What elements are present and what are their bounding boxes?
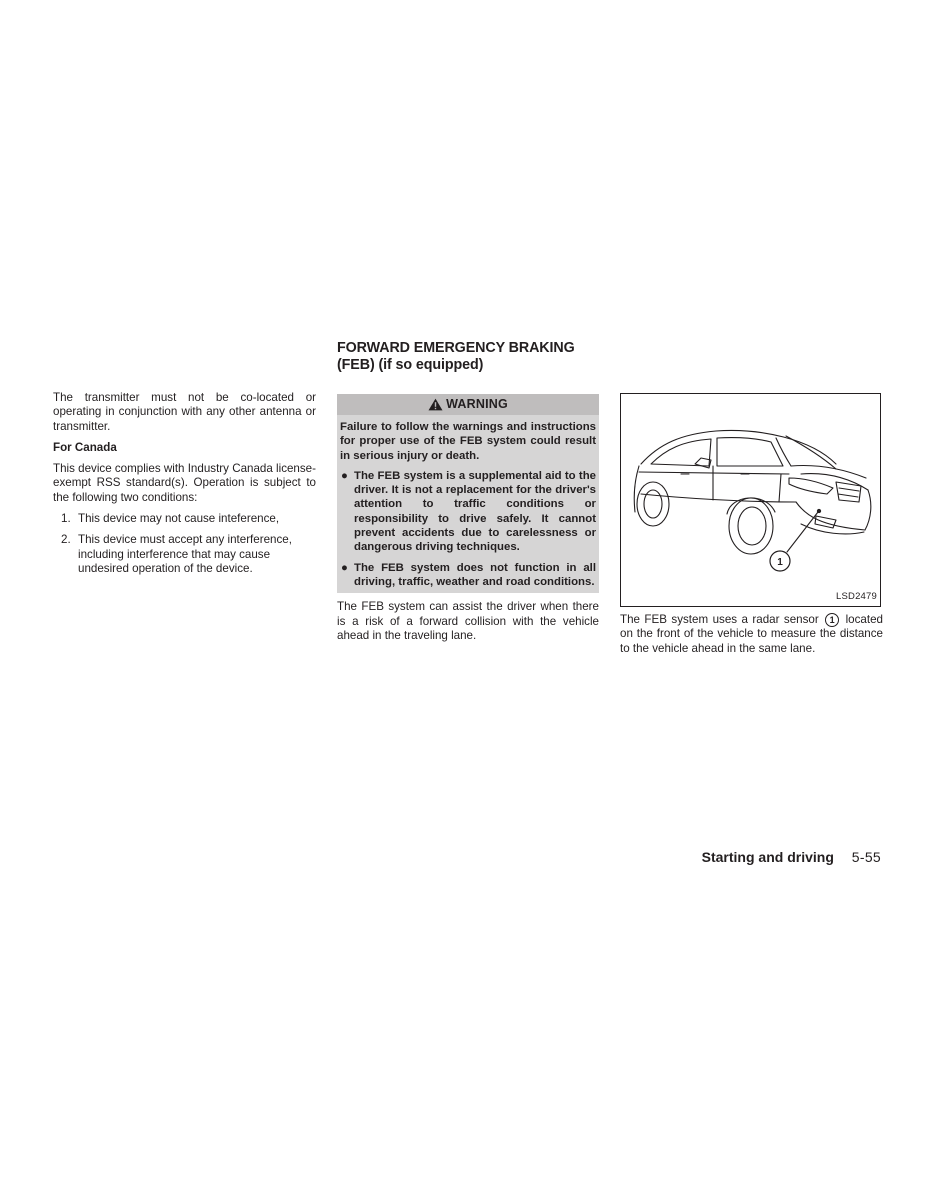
section-title	[337, 340, 599, 373]
callout-number: 1	[825, 613, 839, 627]
warning-header	[337, 394, 599, 415]
warning-triangle-icon	[428, 398, 443, 411]
left-column	[53, 391, 316, 583]
warning-label: WARNING	[446, 397, 508, 412]
list-item-number: 1.	[61, 512, 71, 526]
car-illustration	[621, 394, 880, 606]
warning-bullet	[340, 469, 596, 555]
section-title-line1: FORWARD EMERGENCY BRAKING	[337, 340, 575, 356]
conditions-list	[53, 512, 316, 576]
page-footer	[702, 849, 881, 865]
figure-id: LSD2479	[835, 590, 877, 602]
warning-bullet	[340, 561, 596, 590]
bullet-icon: ●	[341, 469, 348, 482]
list-item-text: This device may not cause inteference,	[78, 512, 280, 526]
section-title-line2: (FEB) (if so equipped)	[337, 356, 484, 373]
caption-after: located on the front of the vehicle to measure the distance to the vehicle ahead in the same lane.	[620, 613, 883, 655]
list-item	[53, 533, 316, 576]
list-item	[53, 512, 316, 526]
warning-bullet-text: The FEB system is a supplemental aid to the driver. It is not a replacement for the driver's attention to traffic conditions or responsibility to drive safely. It cannot prevent accidents due to carelessness or dangerous driving techniques.	[354, 469, 596, 554]
right-column	[620, 393, 883, 656]
canada-heading: For Canada	[53, 440, 117, 454]
feb-description: The FEB system can assist the driver when there is a risk of a forward collision with the vehicle ahead in the traveling lane.	[337, 600, 599, 642]
figure-caption	[620, 613, 883, 656]
list-item-number: 2.	[61, 533, 71, 547]
warning-box	[337, 394, 599, 593]
warning-body	[337, 415, 599, 589]
transmitter-paragraph: The transmitter must not be co-located or operating in conjunction with any other antenna or transmitter.	[53, 391, 316, 433]
radar-sensor-figure	[620, 393, 881, 607]
middle-column	[337, 340, 599, 643]
warning-bullets	[340, 469, 596, 589]
bullet-icon: ●	[341, 561, 348, 574]
callout-marker-number: 1	[777, 557, 783, 568]
list-item-text: This device must accept any interference, including interference that may cause undesired operation of the device.	[78, 533, 292, 575]
canada-paragraph: This device complies with Industry Canada license-exempt RSS standard(s). Operation is subject to the following two conditions:	[53, 462, 316, 504]
page-number: 5-55	[851, 849, 881, 865]
chapter-title: Starting and driving	[701, 849, 834, 865]
warning-bullet-text: The FEB system does not function in all driving, traffic, weather and road conditions.	[354, 561, 596, 588]
caption-before: The FEB system uses a radar sensor	[620, 613, 819, 626]
warning-lead: Failure to follow the warnings and instructions for proper use of the FEB system could result in serious injury or death.	[340, 421, 596, 462]
